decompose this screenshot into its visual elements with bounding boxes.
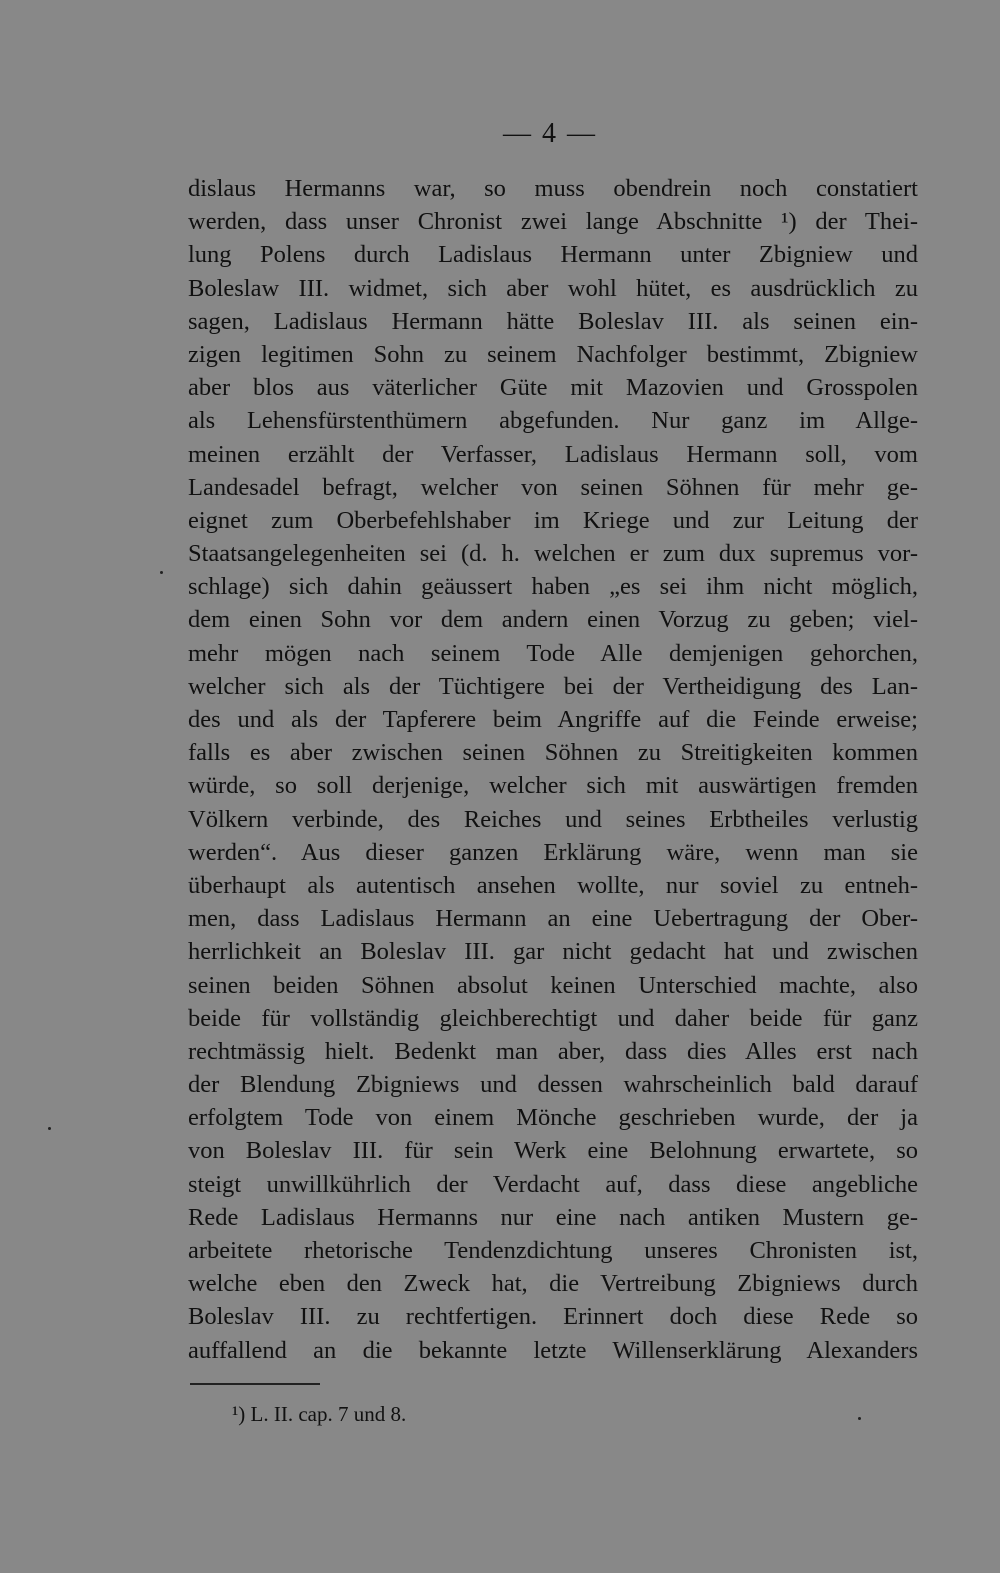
text-line: seinen beiden Söhnen absolut keinen Unterschied machte, also bbox=[188, 971, 918, 999]
text-line: des und als der Tapferere beim Angriffe auf die Feinde erweise; bbox=[188, 706, 918, 733]
text-line: der Blendung Zbigniews und dessen wahrscheinlich bald darauf bbox=[188, 1071, 918, 1099]
text-line: men, dass Ladislaus Hermann an eine Uebertragung der Ober- bbox=[188, 905, 918, 933]
footnote: ¹) L. II. cap. 7 und 8. bbox=[232, 1402, 407, 1426]
text-line: überhaupt als autentisch ansehen wollte, nur soviel zu entneh- bbox=[188, 871, 918, 899]
body-text bbox=[188, 172, 918, 1367]
text-line: Rede Ladislaus Hermanns nur eine nach antiken Mustern ge- bbox=[188, 1203, 918, 1231]
text-line: lung Polens durch Ladislaus Hermann unter Zbigniew und bbox=[188, 241, 918, 269]
text-line: aber blos aus väterlicher Güte mit Mazovien und Grosspolen bbox=[188, 374, 918, 402]
text-line: welche eben den Zweck hat, die Vertreibung Zbigniews durch bbox=[188, 1270, 918, 1298]
text-line: auffallend an die bekannte letzte Willenserklärung Alexanders bbox=[188, 1336, 918, 1364]
footnote-divider bbox=[190, 1383, 320, 1385]
text-line: Staatsangelegenheiten sei (d. h. welchen er zum dux supremus vor- bbox=[188, 540, 918, 568]
text-line: als Lehensfürstenthümern abgefunden. Nur ganz im Allge- bbox=[188, 407, 918, 435]
text-line: beide für vollständig gleichberechtigt und daher beide für ganz bbox=[188, 1004, 918, 1032]
text-line: sagen, Ladislaus Hermann hätte Boleslav III. als seinen ein- bbox=[188, 307, 918, 335]
print-speck bbox=[858, 1417, 861, 1420]
print-speck bbox=[48, 1127, 51, 1130]
text-line: schlage) sich dahin geäussert haben „es sei ihm nicht möglich, bbox=[188, 573, 918, 601]
text-line: Völkern verbinde, des Reiches und seines Erbtheiles verlustig bbox=[188, 805, 918, 833]
text-line: steigt unwillkührlich der Verdacht auf, dass diese angebliche bbox=[188, 1170, 918, 1198]
text-line: von Boleslav III. für sein Werk eine Belohnung erwartete, so bbox=[188, 1137, 918, 1165]
text-line: herrlichkeit an Boleslav III. gar nicht gedacht hat und zwischen bbox=[188, 938, 918, 966]
text-line: Boleslav III. zu rechtfertigen. Erinnert doch diese Rede so bbox=[188, 1303, 918, 1331]
text-line: Landesadel befragt, welcher von seinen Söhnen für mehr ge- bbox=[188, 473, 918, 501]
text-line: eignet zum Oberbefehlshaber im Kriege und zur Leitung der bbox=[188, 506, 918, 534]
text-line: dem einen Sohn vor dem andern einen Vorzug zu geben; viel- bbox=[188, 606, 918, 634]
text-line: falls es aber zwischen seinen Söhnen zu Streitigkeiten kommen bbox=[188, 739, 918, 767]
text-line: dislaus Hermanns war, so muss obendrein noch constatiert bbox=[188, 175, 918, 202]
text-line: Boleslaw III. widmet, sich aber wohl hütet, es ausdrücklich zu bbox=[188, 274, 918, 302]
text-line: arbeitete rhetorische Tendenzdichtung unseres Chronisten ist, bbox=[188, 1237, 918, 1264]
text-line: mehr mögen nach seinem Tode Alle demjenigen gehorchen, bbox=[188, 639, 918, 667]
text-line: welcher sich als der Tüchtigere bei der Vertheidigung des Lan- bbox=[188, 672, 918, 700]
print-speck bbox=[160, 571, 163, 574]
text-line: werden“. Aus dieser ganzen Erklärung wäre, wenn man sie bbox=[188, 838, 918, 866]
text-line: erfolgtem Tode von einem Mönche geschrieben wurde, der ja bbox=[188, 1104, 918, 1132]
text-line: werden, dass unser Chronist zwei lange Abschnitte ¹) der Thei- bbox=[188, 208, 918, 236]
text-line: würde, so soll derjenige, welcher sich mit auswärtigen fremden bbox=[188, 772, 918, 800]
page-number: — 4 — bbox=[503, 118, 597, 149]
text-line: zigen legitimen Sohn zu seinem Nachfolger bestimmt, Zbigniew bbox=[188, 340, 918, 368]
text-line: meinen erzählt der Verfasser, Ladislaus Hermann soll, vom bbox=[188, 440, 918, 468]
text-line: rechtmässig hielt. Bedenkt man aber, dass dies Alles erst nach bbox=[188, 1037, 918, 1065]
